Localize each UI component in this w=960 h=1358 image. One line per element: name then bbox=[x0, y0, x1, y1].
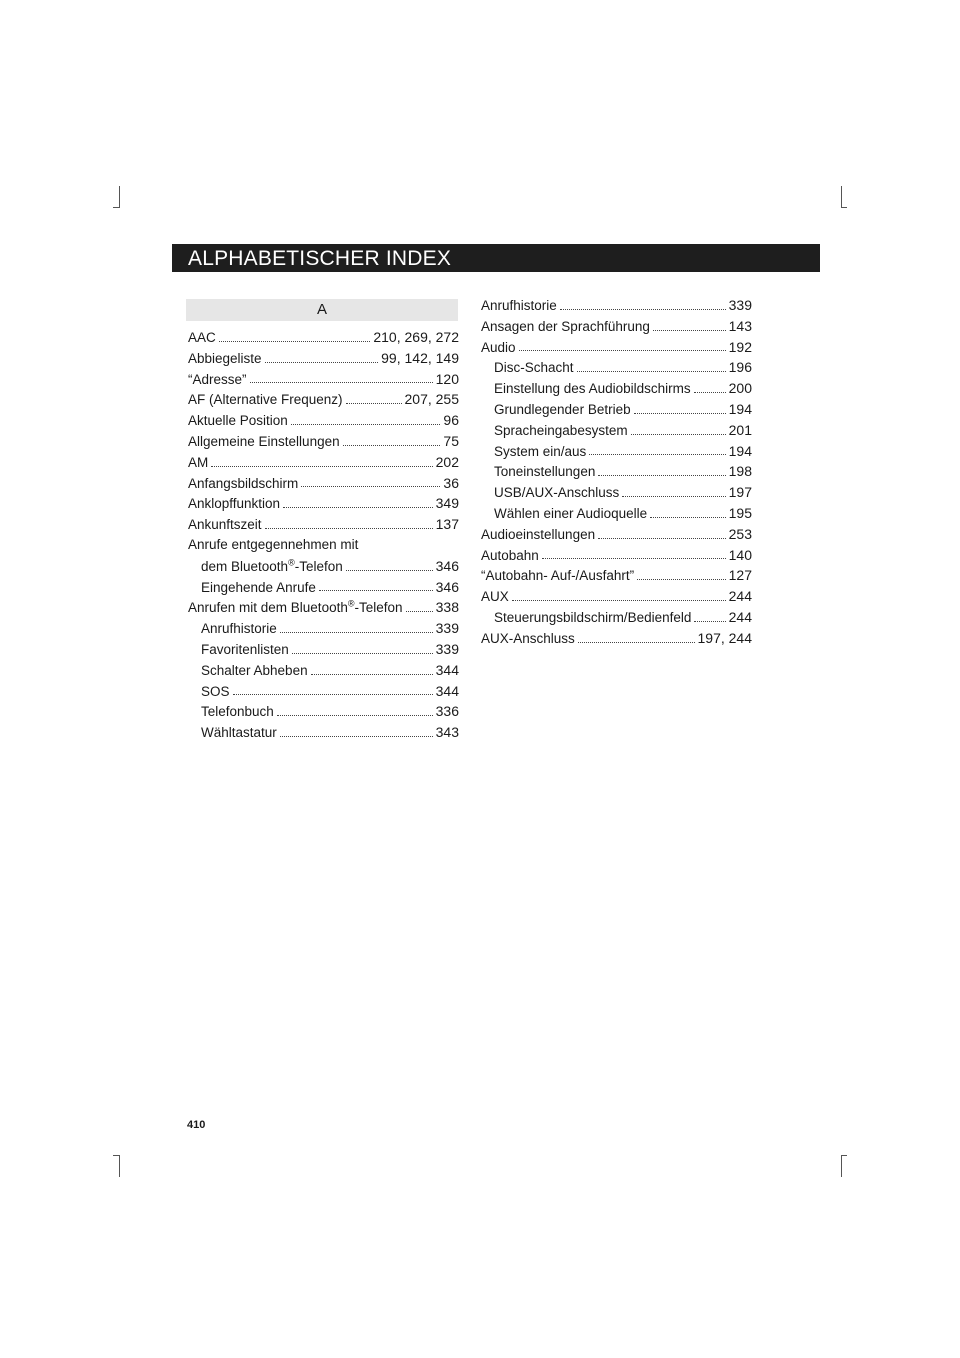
leader-dots bbox=[694, 621, 725, 622]
index-term-text: Wähltastatur bbox=[201, 725, 277, 741]
section-letter-bar bbox=[186, 299, 458, 321]
index-term-text: Eingehende Anrufe bbox=[201, 579, 316, 595]
index-term-text: Ansagen der Sprachführung bbox=[481, 318, 650, 334]
index-page-refs: 127 bbox=[728, 567, 752, 584]
leader-dots bbox=[650, 517, 726, 518]
index-page-refs: 143 bbox=[728, 317, 752, 334]
index-term-text: “Autobahn- Auf-/Ausfahrt” bbox=[481, 568, 635, 584]
leader-dots bbox=[406, 611, 433, 612]
index-page-refs: 339 bbox=[435, 620, 459, 637]
index-term bbox=[201, 702, 274, 723]
leader-dots bbox=[634, 413, 726, 414]
index-entry bbox=[481, 607, 752, 628]
index-entry bbox=[188, 514, 459, 535]
leader-dots bbox=[211, 466, 432, 467]
index-entry bbox=[481, 357, 752, 378]
index-page-refs: 344 bbox=[435, 682, 459, 699]
index-page-refs: 192 bbox=[728, 338, 752, 355]
index-page-refs: 349 bbox=[435, 495, 459, 512]
section-letter: A bbox=[316, 301, 327, 318]
index-page-refs: 344 bbox=[435, 661, 459, 678]
leader-dots bbox=[631, 434, 726, 435]
index-title: ALPHABETISCHER INDEX bbox=[188, 247, 452, 270]
index-entry bbox=[188, 618, 459, 639]
index-entry bbox=[188, 597, 459, 618]
index-term-text: Ankunftszeit bbox=[188, 517, 262, 533]
leader-dots bbox=[637, 579, 726, 580]
index-page-refs: 196 bbox=[728, 359, 752, 376]
index-term bbox=[201, 640, 289, 661]
index-term bbox=[494, 483, 619, 504]
index-term-text: AM bbox=[188, 454, 209, 470]
index-term-text: AAC bbox=[188, 330, 216, 345]
index-column-right bbox=[481, 295, 752, 649]
index-term-text: Anrufe entgegennehmen mit bbox=[188, 536, 359, 552]
leader-dots bbox=[301, 486, 440, 487]
leader-dots bbox=[250, 382, 433, 383]
index-page-refs: 207, 255 bbox=[404, 391, 459, 408]
index-term bbox=[201, 682, 230, 703]
leader-dots bbox=[291, 424, 441, 425]
index-page-refs: 198 bbox=[728, 463, 752, 480]
leader-dots bbox=[311, 674, 433, 675]
index-entry bbox=[188, 660, 459, 681]
index-page-refs: 194 bbox=[728, 400, 752, 417]
index-page-refs: 339 bbox=[435, 640, 459, 657]
index-page-refs: 202 bbox=[435, 453, 459, 470]
index-page-refs: 36 bbox=[443, 474, 459, 491]
index-term-text: Autobahn bbox=[481, 547, 539, 563]
index-column-left bbox=[188, 327, 459, 743]
index-entry bbox=[188, 410, 459, 431]
index-term bbox=[494, 504, 647, 525]
index-page-refs: 244 bbox=[728, 608, 752, 625]
index-term bbox=[201, 661, 308, 682]
index-header-bar bbox=[172, 244, 820, 272]
index-term bbox=[494, 442, 586, 463]
crop-mark-top-left bbox=[119, 186, 120, 208]
index-page-refs: 201 bbox=[728, 421, 752, 438]
index-term bbox=[188, 328, 216, 349]
leader-dots bbox=[319, 590, 433, 591]
index-term bbox=[494, 358, 574, 379]
index-term-text: Disc-Schacht bbox=[494, 360, 574, 376]
index-entry bbox=[188, 577, 459, 598]
index-page-refs: 137 bbox=[435, 516, 459, 533]
index-term-text: Anklopffunktion bbox=[188, 496, 281, 512]
index-entry bbox=[481, 399, 752, 420]
leader-dots bbox=[598, 475, 725, 476]
crop-mark-bottom-left-tick bbox=[113, 1155, 119, 1156]
index-entry bbox=[188, 556, 459, 577]
index-term bbox=[481, 629, 575, 650]
index-term bbox=[494, 462, 595, 483]
index-term bbox=[188, 411, 288, 432]
index-term-text: Allgemeine Einstellungen bbox=[188, 433, 340, 449]
index-term bbox=[481, 546, 539, 567]
index-term-text: Anrufhistorie bbox=[481, 298, 557, 313]
index-term-text: AF (Alternative Frequenz) bbox=[188, 392, 343, 408]
index-entry bbox=[188, 369, 459, 390]
index-page-refs: 336 bbox=[435, 703, 459, 720]
index-entry bbox=[481, 628, 752, 649]
leader-dots bbox=[283, 507, 433, 508]
index-term-suffix: -Telefon bbox=[294, 558, 343, 574]
index-term bbox=[481, 566, 634, 587]
index-term bbox=[188, 390, 343, 411]
index-term-text: Schalter Abheben bbox=[201, 662, 308, 678]
index-term-text: dem Bluetooth bbox=[201, 558, 289, 574]
index-term-text: Einstellung des Audiobildschirms bbox=[494, 381, 691, 397]
index-page-refs: 197, 244 bbox=[697, 629, 752, 646]
index-term bbox=[481, 338, 516, 359]
index-entry bbox=[188, 722, 459, 743]
index-entry bbox=[188, 639, 459, 660]
index-entry bbox=[481, 378, 752, 399]
leader-dots bbox=[622, 496, 725, 497]
leader-dots bbox=[280, 736, 433, 737]
leader-dots bbox=[577, 371, 726, 372]
index-term-text: Aktuelle Position bbox=[188, 413, 288, 429]
index-page-refs: 346 bbox=[435, 557, 459, 574]
index-page-refs: 346 bbox=[435, 578, 459, 595]
leader-dots bbox=[277, 715, 433, 716]
index-term-text: Anfangsbildschirm bbox=[188, 475, 299, 491]
index-entry bbox=[481, 295, 752, 316]
index-term-text: Telefonbuch bbox=[201, 704, 274, 720]
crop-mark-bottom-right bbox=[841, 1155, 842, 1177]
leader-dots bbox=[346, 403, 402, 404]
crop-mark-top-right bbox=[841, 186, 842, 208]
leader-dots bbox=[512, 600, 726, 601]
page-number: 410 bbox=[187, 1119, 206, 1131]
index-entry bbox=[481, 461, 752, 482]
leader-dots bbox=[653, 330, 726, 331]
index-term bbox=[494, 400, 631, 421]
crop-mark-top-left-tick bbox=[113, 207, 119, 208]
index-term bbox=[481, 296, 557, 317]
index-entry bbox=[188, 431, 459, 452]
index-term bbox=[201, 619, 277, 640]
leader-dots bbox=[560, 309, 726, 310]
index-term bbox=[494, 379, 691, 400]
index-term bbox=[188, 432, 340, 453]
index-page-refs: 99, 142, 149 bbox=[381, 349, 459, 366]
index-entry bbox=[481, 441, 752, 462]
crop-mark-top-right-tick bbox=[841, 207, 847, 208]
registered-mark: ® bbox=[347, 598, 355, 609]
index-term-text: USB/AUX-Anschluss bbox=[494, 485, 620, 501]
index-term bbox=[188, 370, 247, 391]
index-page-refs: 200 bbox=[728, 380, 752, 397]
leader-dots bbox=[519, 350, 726, 351]
index-term bbox=[188, 537, 358, 552]
index-entry bbox=[188, 535, 459, 556]
index-page-refs: 339 bbox=[728, 297, 752, 313]
crop-mark-bottom-right-tick bbox=[841, 1155, 847, 1156]
leader-dots bbox=[346, 570, 433, 571]
index-term-text: Spracheingabesystem bbox=[494, 422, 628, 438]
index-term-text: Abbiegeliste bbox=[188, 350, 262, 366]
index-entry bbox=[481, 586, 752, 607]
leader-dots bbox=[542, 558, 726, 559]
index-entry bbox=[481, 565, 752, 586]
index-entry bbox=[188, 473, 459, 494]
index-page-refs: 96 bbox=[443, 412, 459, 429]
index-page-refs: 140 bbox=[728, 546, 752, 563]
index-term bbox=[481, 587, 509, 608]
index-page-refs: 343 bbox=[435, 724, 459, 741]
index-term bbox=[188, 349, 262, 370]
index-term bbox=[188, 474, 298, 495]
index-entry bbox=[481, 337, 752, 358]
leader-dots bbox=[578, 642, 695, 643]
leader-dots bbox=[598, 538, 726, 539]
index-page-refs: 338 bbox=[435, 599, 459, 616]
index-term bbox=[481, 525, 595, 546]
leader-dots bbox=[589, 454, 725, 455]
index-term bbox=[201, 557, 343, 578]
index-term-text: Audio bbox=[481, 339, 516, 355]
index-term-text: System ein/aus bbox=[494, 443, 587, 459]
index-term-text: Grundlegender Betrieb bbox=[494, 401, 631, 417]
index-entry bbox=[481, 524, 752, 545]
index-page-refs: 194 bbox=[728, 442, 752, 459]
index-entry bbox=[481, 482, 752, 503]
index-entry bbox=[188, 348, 459, 369]
index-term bbox=[201, 723, 277, 744]
index-term bbox=[188, 515, 262, 536]
index-entry bbox=[481, 545, 752, 566]
index-page-refs: 244 bbox=[728, 588, 752, 605]
leader-dots bbox=[292, 653, 433, 654]
index-term-text: AUX-Anschluss bbox=[481, 630, 575, 646]
index-entry bbox=[481, 420, 752, 441]
index-page-refs: 253 bbox=[728, 525, 752, 542]
index-term-text: Audioeinstellungen bbox=[481, 526, 596, 542]
index-entry bbox=[188, 389, 459, 410]
index-term bbox=[188, 598, 403, 619]
index-term-text: Anrufen mit dem Bluetooth bbox=[188, 600, 348, 616]
index-term-text: Wählen einer Audioquelle bbox=[494, 505, 648, 521]
index-term-suffix: -Telefon bbox=[354, 600, 403, 616]
index-term-text: Favoritenlisten bbox=[201, 641, 289, 657]
index-term-text: Steuerungsbildschirm/Bedienfeld bbox=[494, 609, 692, 625]
leader-dots bbox=[265, 362, 379, 363]
crop-mark-bottom-left bbox=[119, 1155, 120, 1177]
index-term bbox=[494, 608, 691, 629]
index-term bbox=[188, 453, 208, 474]
registered-mark: ® bbox=[288, 557, 295, 568]
leader-dots bbox=[265, 528, 433, 529]
index-entry bbox=[188, 493, 459, 514]
index-term bbox=[481, 317, 650, 338]
index-term-text: SOS bbox=[201, 683, 230, 699]
index-term bbox=[494, 421, 628, 442]
index-page-refs: 120 bbox=[435, 370, 459, 387]
index-entry bbox=[188, 452, 459, 473]
index-entry bbox=[188, 681, 459, 702]
index-term-text: Anrufhistorie bbox=[201, 621, 277, 637]
leader-dots bbox=[219, 341, 371, 342]
leader-dots bbox=[233, 694, 433, 695]
index-term bbox=[188, 494, 280, 515]
index-page-refs: 197 bbox=[728, 484, 752, 501]
index-term-text: Toneinstellungen bbox=[494, 464, 596, 480]
index-term-text: AUX bbox=[481, 589, 509, 605]
index-term-text: “Adresse” bbox=[188, 371, 247, 387]
index-entry bbox=[481, 503, 752, 524]
index-page-refs: 195 bbox=[728, 504, 752, 521]
leader-dots bbox=[343, 445, 441, 446]
index-entry bbox=[188, 701, 459, 722]
leader-dots bbox=[694, 392, 726, 393]
index-term bbox=[201, 578, 316, 599]
leader-dots bbox=[280, 632, 433, 633]
index-page-refs: 210, 269, 272 bbox=[373, 329, 459, 345]
index-entry bbox=[188, 327, 459, 348]
index-entry bbox=[481, 316, 752, 337]
index-page-refs: 75 bbox=[443, 432, 459, 449]
